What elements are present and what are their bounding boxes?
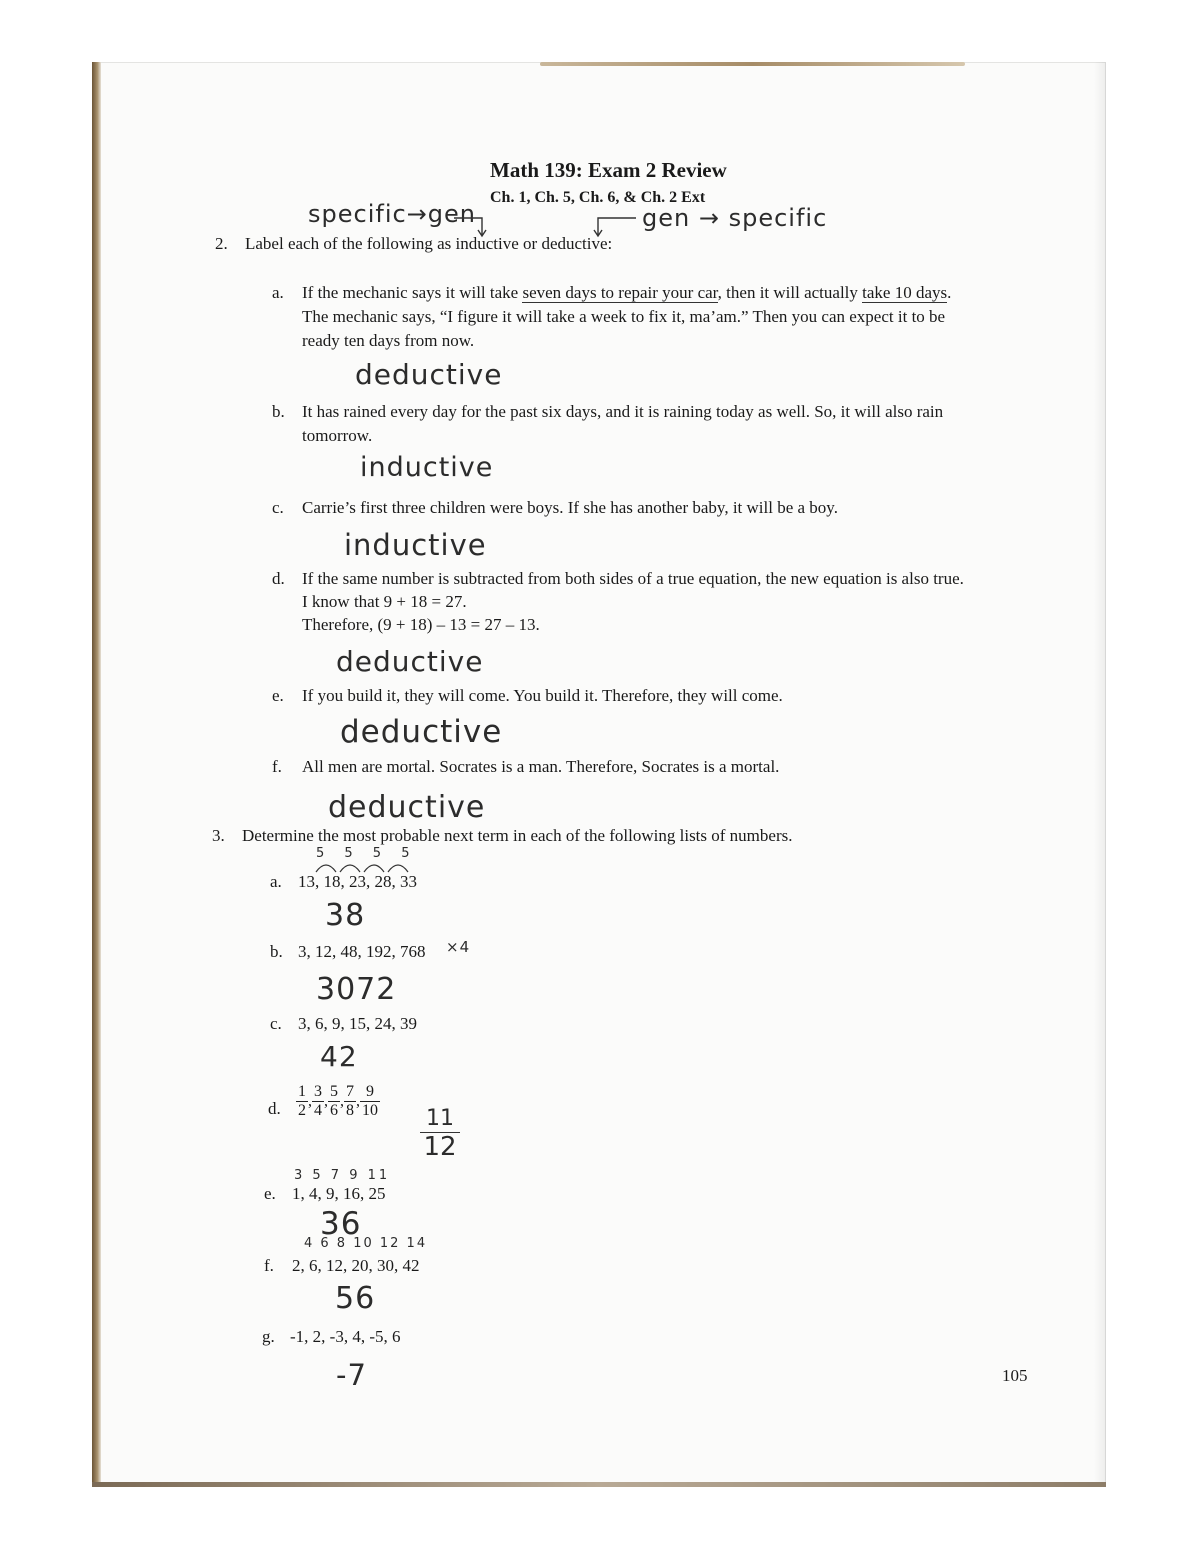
q2a-underlined-seven-days: seven days to repair your car (522, 283, 718, 302)
q2b-line2: tomorrow. (302, 426, 373, 445)
fraction (328, 1083, 340, 1120)
q2a-underlined-ten-days: take 10 days (862, 283, 948, 302)
q3g-sequence: -1, 2, -3, 4, -5, 6 (290, 1327, 401, 1346)
page-title: Math 139: Exam 2 Review (490, 158, 727, 182)
fraction-denominator: 2 (298, 1102, 306, 1119)
fraction-denominator: 4 (314, 1102, 322, 1119)
q3g-letter: g. (262, 1327, 275, 1346)
fraction-denominator: 10 (362, 1102, 378, 1119)
fraction-numerator: 5 (330, 1083, 338, 1100)
q2a-line1-mid: , then it will actually (717, 283, 863, 302)
question-3-number: 3. (212, 826, 225, 845)
q2e-letter: e. (272, 686, 284, 705)
fraction-denominator: 8 (346, 1102, 354, 1119)
q3d-answer-denominator: 12 (420, 1132, 460, 1161)
question-2-prompt: Label each of the following as inductive or deductive: (245, 234, 613, 253)
q3e-difference-note: 3 5 7 9 11 (294, 1168, 391, 1183)
fraction (360, 1083, 380, 1120)
q3a-letter: a. (270, 872, 282, 891)
q3e-sequence: 1, 4, 9, 16, 25 (292, 1184, 386, 1203)
q2f-letter: f. (272, 757, 282, 776)
q3f-answer: 56 (335, 1281, 376, 1316)
q3e-letter: e. (264, 1184, 276, 1203)
q2d-letter: d. (272, 569, 285, 588)
fraction-numerator: 3 (314, 1083, 322, 1100)
fraction-numerator: 1 (298, 1083, 306, 1100)
handwritten-note-general-to-specific: gen → specific (642, 204, 828, 232)
q3f-letter: f. (264, 1256, 274, 1275)
q3d-letter: d. (268, 1099, 281, 1118)
q3c-sequence: 3, 6, 9, 15, 24, 39 (298, 1014, 417, 1033)
q2a-answer: deductive (355, 358, 503, 391)
q3c-answer: 42 (320, 1040, 358, 1073)
q3b-ratio-note: ×4 (446, 938, 471, 956)
q3a-sequence: 13, 18, 23, 28, 33 (298, 872, 417, 891)
page-number: 105 (1002, 1366, 1028, 1385)
fraction-denominator: 6 (330, 1102, 338, 1119)
q2c-answer: inductive (344, 528, 487, 562)
q2a-line1-text: If the mechanic says it will take (302, 283, 523, 302)
q2c-letter: c. (272, 498, 284, 517)
q2a-line2: The mechanic says, “I figure it will take a week to fix it, ma’am.” Then you can expect it to be (302, 307, 946, 326)
question-2-number: 2. (215, 234, 228, 253)
paper-bottom-edge (92, 1482, 1106, 1487)
q2a-letter: a. (272, 283, 284, 302)
q2d-line1: If the same number is subtracted from both sides of a true equation, the new equation is also true. (302, 569, 964, 588)
fraction (296, 1083, 308, 1120)
paper-top-edge (540, 62, 965, 66)
fraction (344, 1083, 356, 1120)
q2f-line1: All men are mortal. Socrates is a man. Therefore, Socrates is a mortal. (302, 757, 780, 776)
q3f-difference-note: 4 6 8 10 12 14 (304, 1236, 428, 1251)
q3a-difference-note: 5 5 5 5 (316, 846, 418, 861)
q2b-answer: inductive (360, 452, 494, 483)
q2b-line1: It has rained every day for the past six days, and it is raining today as well. So, it will also rain (302, 402, 944, 421)
q2e-answer: deductive (340, 714, 503, 750)
paper-left-edge (92, 62, 101, 1486)
handwritten-note-specific-to-general: specific→gen (308, 200, 476, 228)
q3e-answer: 36 (320, 1206, 362, 1242)
q2c-line1: Carrie’s first three children were boys. If she has another baby, it will be a boy. (302, 498, 838, 517)
q2a-line3: ready ten days from now. (302, 331, 475, 350)
paper-right-shadow (1094, 62, 1106, 1486)
q2d-line2: I know that 9 + 18 = 27. (302, 592, 467, 611)
page-subtitle: Ch. 1, Ch. 5, Ch. 6, & Ch. 2 Ext (490, 189, 706, 206)
q3c-letter: c. (270, 1014, 282, 1033)
fraction-numerator: 9 (360, 1083, 380, 1102)
q2f-answer: deductive (328, 790, 486, 825)
q3b-sequence: 3, 12, 48, 192, 768 (298, 942, 426, 961)
q3b-answer: 3072 (316, 972, 397, 1007)
question-3-prompt: Determine the most probable next term in each of the following lists of numbers. (242, 826, 793, 845)
q2a-line1-end: . (947, 283, 952, 302)
fraction (312, 1083, 324, 1120)
q2b-letter: b. (272, 402, 285, 421)
fraction-numerator: 7 (346, 1083, 354, 1100)
q3b-letter: b. (270, 942, 283, 961)
q3a-answer: 38 (325, 898, 366, 933)
q2e-line1: If you build it, they will come. You build it. Therefore, they will come. (302, 686, 783, 705)
q3d-answer-numerator: 11 (426, 1106, 454, 1131)
q2d-answer: deductive (336, 645, 484, 678)
q2a-line1 (302, 281, 951, 305)
q3d-answer-fraction (420, 1106, 460, 1161)
q3g-answer: -7 (336, 1358, 367, 1392)
q3f-sequence: 2, 6, 12, 20, 30, 42 (292, 1256, 420, 1275)
q3d-fraction-sequence: $\frac{1}{2}$ , $\frac{3}{4}$ , $\frac{5}{6}$ , $\frac{7}{8}$ , $\frac{9}{10}$ (298, 1083, 378, 1119)
q2d-line3: Therefore, (9 + 18) – 13 = 27 – 13. (302, 615, 540, 634)
